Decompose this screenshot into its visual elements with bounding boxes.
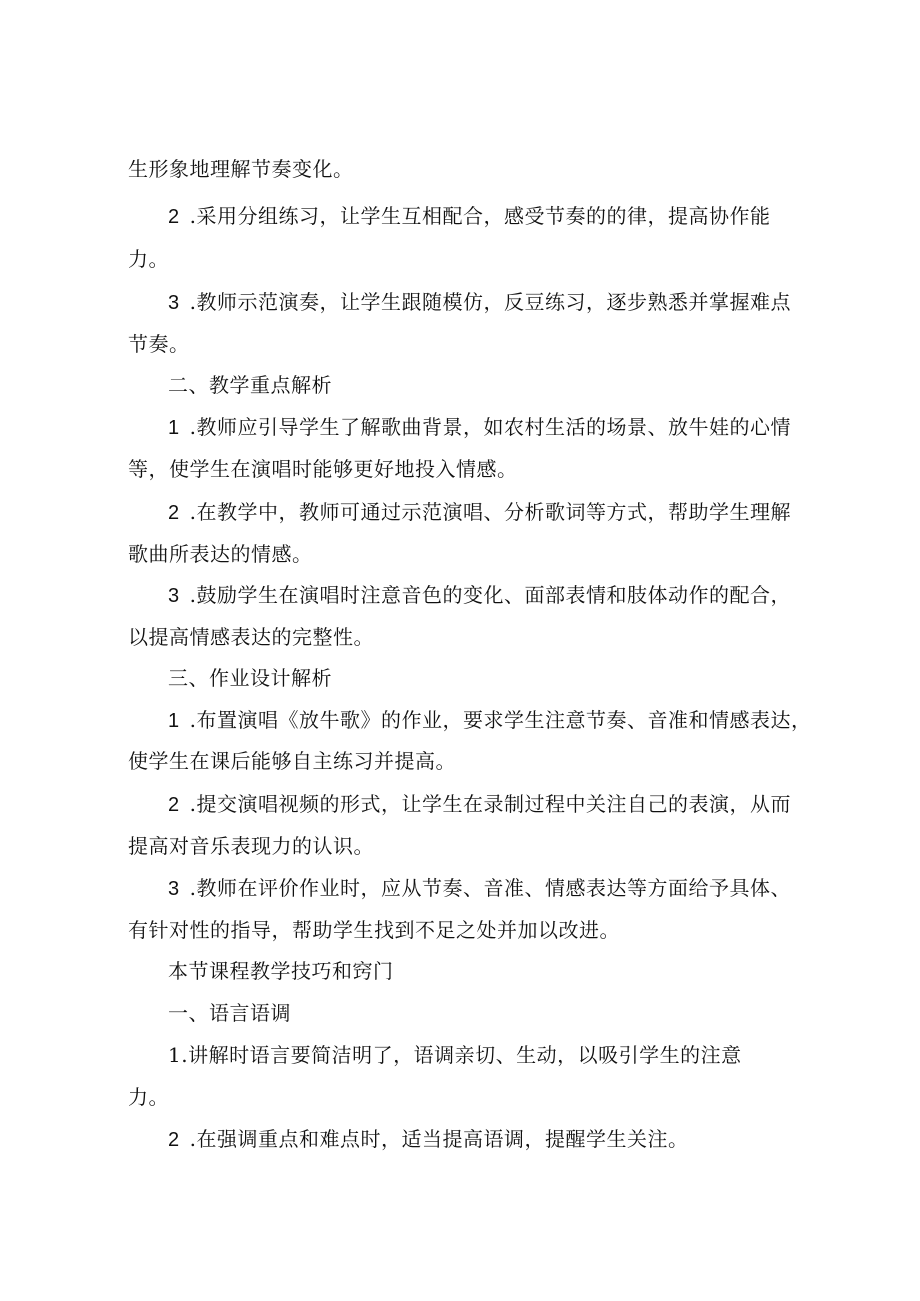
list-item-line: 2 .提交演唱视频的形式，让学生在录制过程中关注自己的表演，从而 xyxy=(168,792,791,816)
list-number: 3 xyxy=(168,585,180,607)
text-line: 使学生在课后能够自主练习并提高。 xyxy=(128,749,456,773)
list-item-line: 2 .在强调重点和难点时，适当提高语调，提醒学生关注。 xyxy=(168,1127,689,1151)
text-line: 等，使学生在演唱时能够更好地投入情感。 xyxy=(128,457,518,481)
text-line: 歌曲所表达的情感。 xyxy=(128,542,313,566)
section-heading: 三、作业设计解析 xyxy=(168,666,332,690)
list-item-line: 2 .在教学中，教师可通过示范演唱、分析歌词等方式，帮助学生理解 xyxy=(168,500,791,524)
list-item-line: 1 .教师应引导学生了解歌曲背景，如农村生活的场景、放牛娃的心情 xyxy=(168,415,791,439)
section-title: 本节课程教学技巧和窍门 xyxy=(168,959,394,983)
list-item-line: 3 .鼓励学生在演唱时注意音色的变化、面部表情和肢体动作的配合， xyxy=(168,583,791,607)
list-number: 1 xyxy=(168,417,180,439)
list-item-line: 3 .教师在评价作业时，应从节奏、音准、情感表达等方面给予具体、 xyxy=(168,876,791,900)
list-item-line: 1.讲解时语言要简洁明了，语调亲切、生动，以吸引学生的注意 xyxy=(168,1043,742,1067)
list-item-line: 3 .教师示范演奏，让学生跟随模仿，反豆练习，逐步熟悉并掌握难点 xyxy=(168,290,791,314)
list-item-line: 2 .采用分组练习，让学生互相配合，感受节奏的的律，提高协作能 xyxy=(168,204,771,228)
section-heading: 二、教学重点解析 xyxy=(168,373,332,397)
list-number: 2 xyxy=(168,1129,180,1151)
list-number: 3 xyxy=(168,878,180,900)
text-line: 生形象地理解节奏变化。 xyxy=(128,157,354,181)
list-number: 1 xyxy=(168,710,180,732)
list-item-line: 1 .布置演唱《放牛歌》的作业，要求学生注意节奏、音准和情感表达， xyxy=(168,708,812,732)
text-line: 力。 xyxy=(128,247,169,271)
text-line: 力。 xyxy=(128,1085,169,1109)
list-number: 3 xyxy=(168,292,180,314)
section-heading: 一、语言语调 xyxy=(168,1001,291,1025)
text-line: 提高对音乐表现力的认识。 xyxy=(128,834,374,858)
list-number: 2 xyxy=(168,502,180,524)
text-line: 节奏。 xyxy=(128,332,190,356)
text-line: 以提高情感表达的完整性。 xyxy=(128,625,374,649)
list-number: 2 xyxy=(168,206,180,228)
text-line: 有针对性的指导，帮助学生找到不足之处并加以改进。 xyxy=(128,918,620,942)
list-number: 2 xyxy=(168,794,180,816)
